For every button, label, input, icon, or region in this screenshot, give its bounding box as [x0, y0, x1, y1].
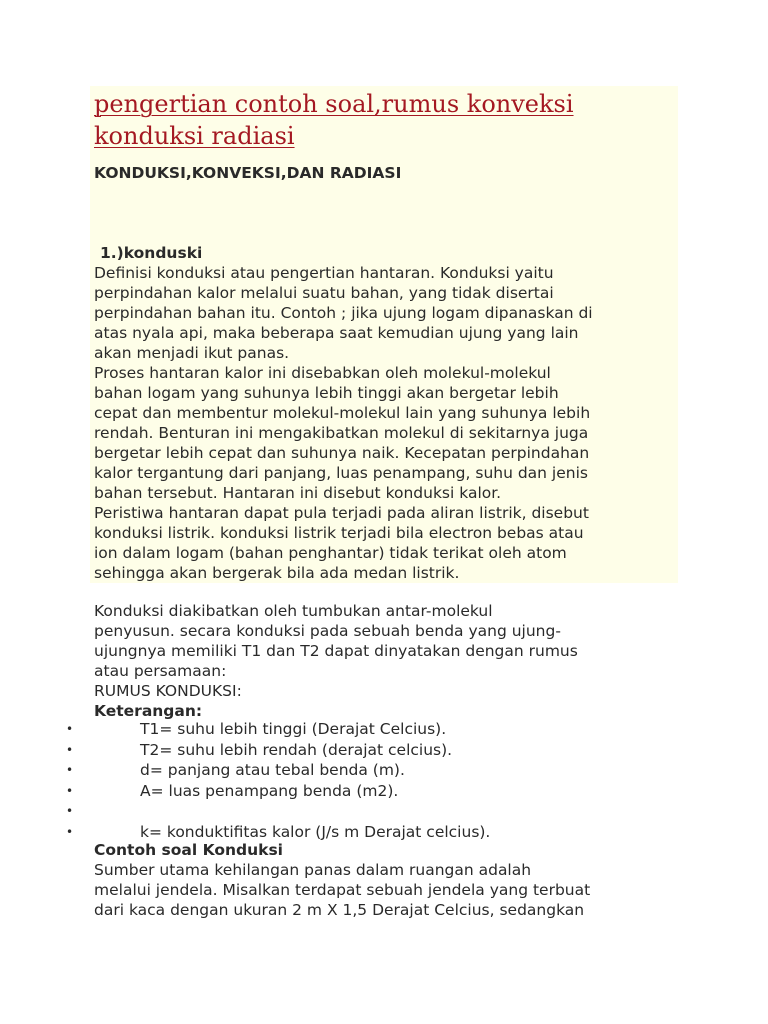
text-line: kalor tergantung dari panjang, luas penampang, suhu dan jenis — [94, 464, 588, 482]
formula-heading: RUMUS KONDUKSI: — [94, 682, 242, 700]
text-line: ujungnya memiliki T1 dan T2 dapat dinyatakan dengan rumus — [94, 642, 578, 660]
keterangan-label: Keterangan: — [94, 702, 203, 720]
example-heading: Contoh soal Konduksi — [94, 841, 283, 859]
text-line: Konduksi diakibatkan oleh tumbukan antar-molekul — [94, 602, 493, 620]
conduction-formula-paragraph — [94, 601, 694, 721]
bullet-icon: • — [66, 783, 74, 798]
text-line: bahan logam yang suhunya lebih tinggi akan bergetar lebih — [94, 384, 559, 402]
text-line: perpindahan bahan itu. Contoh ; jika ujung logam dipanaskan di — [94, 304, 593, 322]
text-line: atau persamaan: — [94, 662, 227, 680]
text-line: sehingga akan bergerak bila ada medan listrik. — [94, 564, 460, 582]
text-line: bergetar lebih cepat dan suhunya naik. Kecepatan perpindahan — [94, 444, 590, 462]
text-line: melalui jendela. Misalkan terdapat sebuah jendela yang terbuat — [94, 881, 591, 899]
bullet-icon: • — [66, 763, 74, 777]
bullet-icon: • — [66, 722, 74, 736]
text-line: Definisi konduksi atau pengertian hantaran. Konduksi yaitu — [94, 264, 554, 282]
text-line: perpindahan kalor melalui suatu bahan, yang tidak disertai — [94, 284, 554, 302]
text-line: Sumber utama kehilangan panas dalam ruangan adalah — [94, 861, 532, 879]
list-item-text: T1= suhu lebih tinggi (Derajat Celcius). — [140, 720, 447, 738]
text-line: bahan tersebut. Hantaran ini disebut konduksi kalor. — [94, 484, 502, 502]
text-line: Proses hantaran kalor ini disebabkan oleh molekul-molekul — [94, 364, 551, 382]
list-item-text: T2= suhu lebih rendah (derajat celcius). — [140, 740, 453, 759]
text-line: penyusun. secara konduksi pada sebuah benda yang ujung- — [94, 622, 561, 640]
article-title[interactable]: pengertian contoh soal,rumus konveksi konduksi radiasi — [94, 90, 574, 150]
list-item-text: d= panjang atau tebal benda (m). — [140, 761, 405, 779]
text-line: cepat dan membentur molekul-molekul lain yang suhunya lebih — [94, 404, 591, 422]
list-item-text: A= luas penampang benda (m2). — [140, 781, 399, 800]
bullet-icon: • — [66, 742, 74, 757]
bullet-icon: • — [66, 824, 74, 839]
conduction-section-label: 1.)konduski — [100, 244, 203, 262]
text-line: konduksi listrik. konduksi listrik terjadi bila electron bebas atau — [94, 524, 584, 542]
bullet-icon: • — [66, 804, 74, 818]
text-line: dari kaca dengan ukuran 2 m X 1,5 Derajat Celcius, sedangkan — [94, 901, 585, 919]
text-line: atas nyala api, maka beberapa saat kemudian ujung yang lain — [94, 324, 579, 342]
text-line: akan menjadi ikut panas. — [94, 344, 290, 362]
conduction-definition-paragraph — [94, 263, 680, 583]
section-subheading: KONDUKSI,KONVEKSI,DAN RADIASI — [94, 164, 402, 182]
text-line: rendah. Benturan ini mengakibatkan molekul di sekitarnya juga — [94, 424, 589, 442]
list-item-text: k= konduktifitas kalor (J/s m Derajat celcius). — [140, 822, 491, 841]
text-line: Peristiwa hantaran dapat pula terjadi pada aliran listrik, disebut — [94, 504, 589, 522]
example-problem-section — [94, 840, 694, 920]
text-line: ion dalam logam (bahan penghantar) tidak terikat oleh atom — [94, 544, 567, 562]
